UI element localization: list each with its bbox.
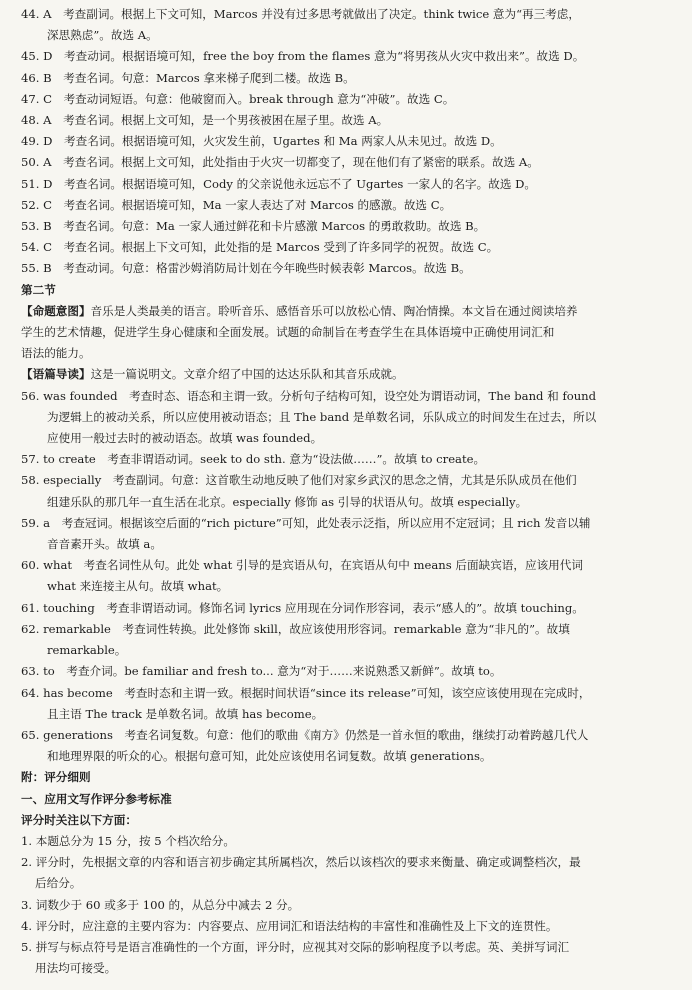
appendix-focus: 评分时关注以下方面： [21, 812, 137, 827]
rule-line: 用法均可接受。 [35, 961, 117, 976]
rule-line: 5. 拼写与标点符号是语言准确性的一个方面，评分时，应视其对交际的影响程度予以考虑。英、美拼写词汇 [21, 939, 570, 954]
answer-line: 54. C 考查名词。根据上下文可知，此处指的是 Marcos 受到了许多同学的祝贺。故选 C。 [21, 240, 499, 255]
rule-item [21, 916, 685, 937]
intent-label: 【命题意图】 [21, 303, 91, 318]
answer-item [21, 449, 685, 470]
answer-item [21, 216, 685, 237]
answer-item [21, 661, 685, 682]
answer-item [21, 4, 685, 46]
answer-item [21, 174, 685, 195]
answer-line: 52. C 考查名词。根据语境可知，Ma 一家人表达了对 Marcos 的感激。故选 C。 [21, 197, 452, 212]
answer-line: 深思熟虑”。故选 A。 [47, 28, 158, 43]
answer-line: 为逻辑上的被动关系，所以应使用被动语态；且 The band 是单数名词，乐队成立的时间发生在过去，所以 [47, 409, 597, 424]
answer-item [21, 152, 685, 173]
answer-line: 59. a 考查冠词。根据该空后面的“rich picture”可知，此处表示泛指，所以应用不定冠词；且 rich 发音以辅 [21, 515, 591, 530]
guide-label: 【语篇导读】 [21, 367, 91, 382]
scoring-rules-list [21, 831, 685, 979]
answer-item [21, 131, 685, 152]
answer-item [21, 68, 685, 89]
answer-item [21, 555, 685, 597]
answer-line: 55. B 考查动词。句意：格雷沙姆消防局计划在今年晚些时候表彰 Marcos。故选 B。 [21, 261, 471, 276]
answer-line: 65. generations 考查名词复数。句意：他们的歌曲《南方》仍然是一首永恒的歌曲，继续打动着跨越几代人 [21, 727, 589, 742]
answer-item [21, 237, 685, 258]
answer-item [21, 110, 685, 131]
answer-item [21, 470, 685, 512]
answer-item [21, 195, 685, 216]
answer-line: 45. D 考查动词。根据语境可知，free the boy from the flames 意为“将男孩从火灾中救出来”。故选 D。 [21, 49, 585, 64]
answer-line: 51. D 考查名词。根据语境可知，Cody 的父亲说他永远忘不了 Ugartes 一家人的名字。故选 D。 [21, 176, 536, 191]
answer-item [21, 258, 685, 279]
answer-line: 53. B 考查名词。句意：Ma 一家人通过鲜花和卡片感激 Marcos 的勇敢救助。故选 B。 [21, 219, 486, 234]
answer-line: 62. remarkable 考查词性转换。此处修饰 skill，故应该使用形容词。remarkable 意为“非凡的”。故填 [21, 621, 570, 636]
answer-line: 46. B 考查名词。句意：Marcos 拿来梯子爬到二楼。故选 B。 [21, 70, 355, 85]
answer-line: remarkable。 [47, 643, 127, 658]
answer-line: 和地理界限的听众的心。根据句意可知，此处应该使用名词复数。故填 generations。 [47, 749, 492, 764]
answer-key-page [21, 4, 685, 979]
answer-line: 64. has become 考查时态和主谓一致。根据时间状语“since its release”可知，该空应该使用现在完成时， [21, 685, 591, 700]
guide-paragraph [21, 364, 685, 385]
section-title: 第二节 [21, 282, 56, 297]
answer-line: 49. D 考查名词。根据语境可知，火灾发生前，Ugartes 和 Ma 两家人从未见过。故选 D。 [21, 134, 502, 149]
part1-answer-list [21, 4, 685, 280]
answer-item [21, 513, 685, 555]
rule-line: 3. 词数少于 60 或多于 100 的，从总分中减去 2 分。 [21, 897, 300, 912]
intent-text: 音乐是人类最美的语言。聆听音乐、感悟音乐可以放松心情、陶冶情操。本文旨在通过阅读培养 [90, 303, 578, 318]
answer-item [21, 386, 685, 450]
answer-line: 48. A 考查名词。根据上文可知，是一个男孩被困在屋子里。故选 A。 [21, 113, 389, 128]
rule-item [21, 831, 685, 852]
rule-item [21, 852, 685, 894]
answer-line: 63. to 考查介词。be familiar and fresh to... 意为“对于……来说熟悉又新鲜”。故填 to。 [21, 664, 502, 679]
answer-line: 50. A 考查名词。根据上文可知，此处指由于火灾一切都变了，现在他们有了紧密的联系。故选 A。 [21, 155, 539, 170]
answer-line: 47. C 考查动词短语。句意：他破窗而入。break through 意为“冲破”。故选 C。 [21, 91, 455, 106]
answer-line: 44. A 考查副词。根据上下文可知，Marcos 并没有过多思考就做出了决定。think twice 意为“再三考虑， [21, 7, 580, 21]
answer-item [21, 725, 685, 767]
answer-line: 56. was founded 考查时态、语态和主谓一致。分析句子结构可知，设空处为谓语动词，The band 和 found [21, 388, 597, 403]
answer-line: 58. especially 考查副词。句意：这首歌生动地反映了他们对家乡武汉的思念之情，尤其是乐队成员在他们 [21, 473, 577, 488]
answer-line: 组建乐队的那几年一直生活在北京。especially 修饰 as 引导的状语从句。故填 especially。 [47, 494, 528, 509]
answer-item [21, 89, 685, 110]
rule-line: 4. 评分时，应注意的主要内容为：内容要点、应用词汇和语法结构的丰富性和准确性及上下文的连贯性。 [21, 918, 558, 933]
appendix-title: 附：评分细则 [21, 770, 91, 785]
rule-line: 1. 本题总分为 15 分，按 5 个档次给分。 [21, 833, 235, 848]
answer-item [21, 46, 685, 67]
part2-answer-list [21, 386, 685, 768]
rule-item [21, 895, 685, 916]
intent-text: 学生的艺术情趣，促进学生身心健康和全面发展。试题的命制旨在考查学生在具体语境中正确使用词汇和 [21, 325, 555, 340]
answer-line: what 来连接主从句。故填 what。 [47, 579, 229, 594]
answer-line: 音音素开头。故填 a。 [47, 537, 162, 552]
guide-text: 这是一篇说明文。文章介绍了中国的达达乐队和其音乐成就。 [90, 367, 404, 382]
answer-line: 60. what 考查名词性从句。此处 what 引导的是宾语从句，在宾语从句中 means 后面缺宾语，应该用代词 [21, 558, 583, 573]
answer-line: 57. to create 考查非谓语动词。seek to do sth. 意为“设法做……”。故填 to create。 [21, 452, 486, 467]
answer-item [21, 619, 685, 661]
rule-line: 2. 评分时，先根据文章的内容和语言初步确定其所属档次，然后以该档次的要求来衡量、确定或调整档次，最 [21, 855, 581, 870]
intent-text: 语法的能力。 [21, 346, 91, 361]
intent-paragraph [21, 301, 685, 365]
answer-line: 且主语 The track 是单数名词。故填 has become。 [47, 706, 324, 721]
answer-line: 应使用一般过去时的被动语态。故填 was founded。 [47, 431, 323, 446]
rule-line: 后给分。 [35, 876, 82, 891]
rule-item [21, 937, 685, 979]
answer-item [21, 598, 685, 619]
answer-item [21, 683, 685, 725]
answer-line: 61. touching 考查非谓语动词。修饰名词 lyrics 应用现在分词作形容词，表示“感人的”。故填 touching。 [21, 600, 584, 615]
appendix-subtitle: 一、应用文写作评分参考标准 [21, 791, 172, 806]
